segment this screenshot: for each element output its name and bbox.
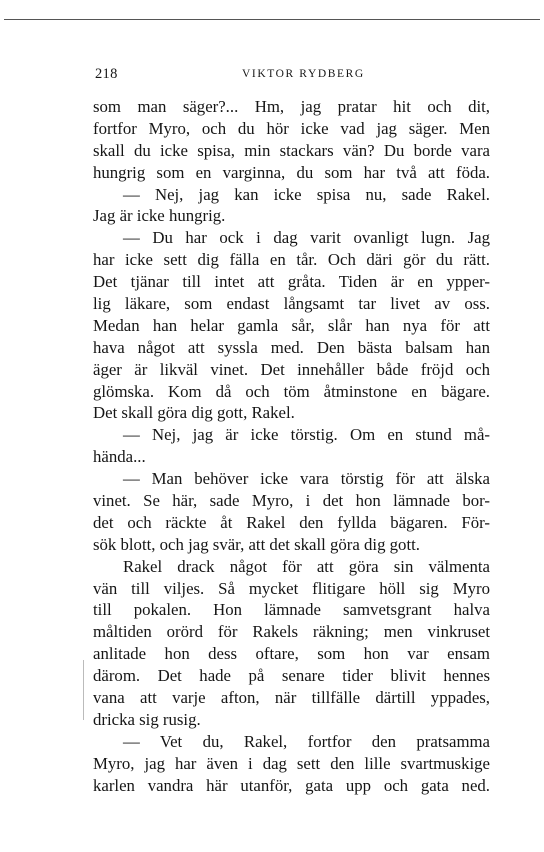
page-header [95, 66, 487, 86]
text-line: äger är likväl vinet. Det innehåller både fröjd och [93, 359, 490, 379]
text-line: som man säger?... Hm, jag pratar hit och dit, [93, 97, 490, 116]
text-line: hända... [93, 447, 146, 467]
text-line: — Vet du, Rakel, fortfor den pratsamma [123, 731, 490, 751]
text-line: måltiden orörd för Rakels räkning; men vinkruset [93, 622, 490, 642]
text-line: dricka sig rusig. [93, 709, 201, 729]
text-line: vinet. Se här, sade Myro, i det hon lämnade bor- [93, 491, 490, 511]
text-line: vän till viljes. Så mycket flitigare höll sig Myro [93, 578, 490, 598]
text-line: Rakel drack något för att göra sin välmenta [123, 556, 490, 576]
text-line: Myro, jag har även i dag sett den lille svartmuskige [93, 753, 490, 773]
text-line: till pokalen. Hon lämnade samvetsgrant halva [93, 600, 490, 620]
text-line: — Nej, jag är icke törstig. Om en stund må- [123, 425, 490, 445]
text-line: skall du icke spisa, min stackars vän? Du borde vara [93, 140, 490, 160]
body-text [93, 96, 490, 797]
text-line: anlitade hon dess oftare, som hon var ensam [93, 644, 490, 664]
text-line: — Nej, jag kan icke spisa nu, sade Rakel. [123, 184, 490, 204]
text-line: har icke sett dig fälla en tår. Och däri gör du rätt. [93, 250, 490, 270]
margin-mark [83, 660, 84, 720]
page-number: 218 [95, 66, 118, 82]
text-line: glömska. Kom då och töm åtminstone en bägare. [93, 381, 490, 401]
text-line: sök blott, och jag svär, att det skall göra dig gott. [93, 534, 420, 554]
text-line: Medan han helar gamla sår, slår han nya för att [93, 315, 490, 335]
text-line: hava något att syssla med. Den bästa balsam han [93, 337, 490, 357]
text-line: karlen vandra här utanför, gata upp och gata ned. [93, 775, 490, 795]
text-line: hungrig som en varginna, du som har två att föda. [93, 162, 490, 182]
top-rule [4, 19, 540, 20]
text-line: Jag är icke hungrig. [93, 206, 226, 226]
text-line: Det tjänar till intet att gråta. Tiden är en ypper- [93, 272, 490, 292]
text-line: — Man behöver icke vara törstig för att älska [123, 469, 490, 489]
text-line: Det skall göra dig gott, Rakel. [93, 403, 295, 423]
text-line: därom. Det hade på senare tider blivit hennes [93, 666, 490, 686]
text-line: vana att varje afton, när tillfälle därtill yppades, [93, 688, 490, 708]
running-head: VIKTOR RYDBERG [242, 68, 365, 80]
text-line: lig läkare, som endast långsamt tar livet av oss. [93, 294, 490, 314]
text-line: fortfor Myro, och du hör icke vad jag säger. Men [93, 118, 490, 138]
text-line: det och räckte åt Rakel den fyllda bägaren. För- [93, 512, 490, 532]
text-line: — Du har ock i dag varit ovanligt lugn. Jag [123, 228, 490, 248]
